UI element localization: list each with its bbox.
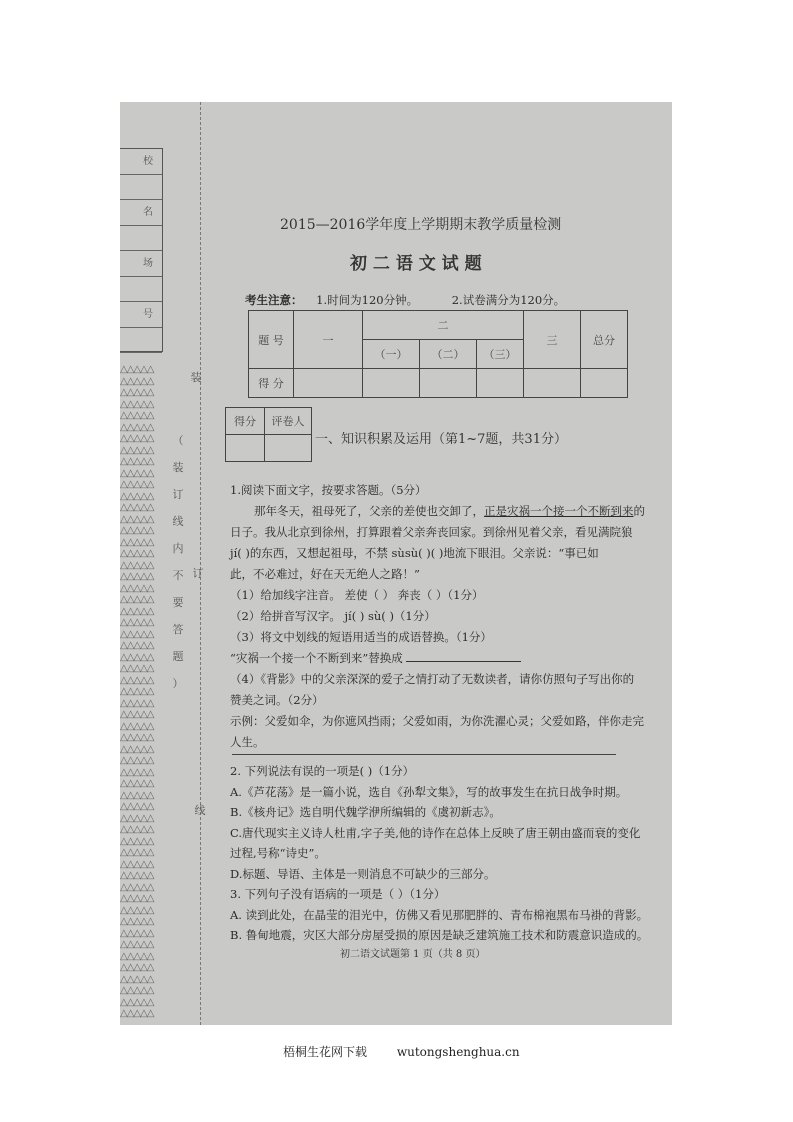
score-cell[interactable]: [294, 369, 363, 398]
notice-char: 不: [172, 569, 184, 582]
exam-subtitle: 2015—2016学年度上学期期末教学质量检测: [280, 217, 562, 233]
scanned-exam-page: [120, 102, 672, 1025]
sub-question: （4）《背影》中的父亲深深的爱子之情打动了无数读者，请你仿照句子写出你的: [230, 672, 635, 686]
triangle-row: △△△△△: [120, 686, 154, 697]
section-heading: 一、知识积累及运用（第1~7题，共31分）: [315, 432, 567, 447]
exam-room-label: 场: [120, 251, 162, 277]
binding-mark: 装: [190, 371, 202, 384]
q-stem: 3. 下列句子没有语病的一项是（ ）（1分）: [230, 887, 446, 901]
triangle-row: △△△△△: [120, 674, 154, 686]
text: 此，不必难过，好在天无绝人之路！”: [230, 567, 420, 581]
underlined-phrase: 正是灾祸一个接一个不断到来: [484, 504, 634, 518]
triangle-row: △△△△△: [120, 410, 154, 421]
triangle-row: △△△△△: [120, 789, 154, 801]
notice-score: 2.试卷满分为120分。: [451, 293, 566, 307]
triangle-row: △△△△△: [120, 375, 154, 387]
triangle-row: △△△△△: [120, 502, 154, 513]
download-footer: [283, 1043, 520, 1060]
cell: 二: [363, 311, 524, 340]
triangle-row: △△△△△: [120, 479, 154, 490]
grader-cell[interactable]: [265, 435, 312, 462]
school-label: 校: [120, 149, 162, 175]
grader-table: [225, 407, 312, 462]
triangle-row: △△△△△: [120, 847, 154, 858]
triangle-row: △△△△△: [120, 870, 154, 881]
text: 赞美之词。（2分）: [230, 693, 324, 707]
cell: （三）: [477, 340, 524, 369]
triangle-row: △△△△△: [120, 732, 154, 743]
triangle-row: △△△△△: [120, 697, 154, 709]
text: 日子。我从北京到徐州，打算跟着父亲奔丧回家。到徐州见着父亲，看见满院狼: [230, 525, 633, 539]
page-number: 初二语文试题第 1 页（共 8 页）: [340, 949, 486, 960]
cell: 评卷人: [265, 408, 312, 435]
triangle-row: △△△△△: [120, 881, 154, 893]
cell: 得分: [226, 408, 265, 435]
triangle-row: △△△△△: [120, 548, 154, 559]
q-stem: 2. 下列说法有误的一项是( )（1分）: [230, 764, 415, 778]
triangle-row: △△△△△: [120, 467, 154, 479]
cell: 一: [294, 311, 363, 369]
cell: 题 号: [249, 311, 294, 369]
triangle-row: △△△△△: [120, 571, 154, 582]
notice-char: 要: [172, 596, 184, 609]
score-cell[interactable]: [226, 435, 265, 462]
score-cell[interactable]: [581, 369, 628, 398]
triangle-row: △△△△△: [120, 421, 154, 433]
text: jí( )的东西，又想起祖母，不禁 sùsù( )( )地流下眼泪。父亲说：“事已如: [230, 546, 599, 560]
triangle-row: △△△△△: [120, 1008, 154, 1019]
triangle-row: △△△△△: [120, 456, 154, 467]
triangle-row: △△△△△: [120, 743, 154, 755]
triangle-row: △△△△△: [120, 513, 154, 525]
option: A.《芦花荡》是一篇小说，选自《孙犁文集》，写的故事发生在抗日战争时期。: [230, 784, 628, 799]
triangle-row: △△△△△: [120, 893, 154, 904]
answer-line[interactable]: [232, 754, 616, 755]
triangle-row: △△△△△: [120, 594, 154, 605]
triangle-row: △△△△△: [120, 812, 154, 824]
info-cell: [120, 277, 162, 303]
option: 过程,号称“诗史”。: [230, 846, 326, 860]
name-label: 名: [120, 200, 162, 226]
question-1: [230, 480, 645, 753]
score-cell[interactable]: [363, 369, 420, 398]
triangle-row: △△△△△: [120, 387, 154, 398]
notice-char: （: [172, 434, 184, 447]
exam-title: 初 二 语 文 试 题: [350, 254, 482, 274]
notice-char: 线: [172, 515, 184, 528]
notice-char: ）: [172, 677, 184, 690]
info-cell: [120, 226, 162, 252]
sub-question: （1）给加线字注音。 差使（ ） 奔丧（ ）（1分）: [230, 588, 484, 602]
triangle-row: △△△△△: [120, 490, 154, 502]
score-table: [248, 310, 628, 398]
cell: 三: [524, 311, 581, 369]
notice-char: 题: [172, 650, 184, 663]
score-cell[interactable]: [477, 369, 524, 398]
student-info-box: [120, 148, 163, 352]
option: B.《核舟记》选自明代魏学洢所编辑的《虞初新志》。: [230, 805, 501, 819]
triangle-row: △△△△△: [120, 398, 154, 410]
site-url[interactable]: wutongshenghua.cn: [396, 1045, 520, 1059]
triangle-row: △△△△△: [120, 582, 154, 594]
triangle-row: △△△△△: [120, 904, 154, 916]
triangle-row: △△△△△: [120, 778, 154, 789]
triangle-row: △△△△△: [120, 950, 154, 962]
answer-line[interactable]: [406, 651, 521, 662]
triangle-row: △△△△△: [120, 640, 154, 651]
triangle-row: △△△△△: [120, 858, 154, 870]
triangle-row: △△△△△: [120, 628, 154, 640]
sub-question: （2）给拼音写汉字。 jí( ) sù( )（1分）: [230, 609, 436, 623]
option: B. 鲁甸地震，灾区大部分房屋受损的原因是缺乏建筑施工技术和防震意识造成的。: [230, 928, 649, 942]
triangle-row: △△△△△: [120, 985, 154, 996]
text: “灾祸一个接一个不断到来”替换成: [230, 651, 403, 665]
binding-mark: 线: [194, 804, 206, 817]
question-2-3: [230, 761, 648, 946]
option: C.唐代现实主义诗人杜甫,字子美,他的诗作在总体上反映了唐王朝由盛而衰的变化: [230, 825, 641, 840]
info-cell: [120, 175, 162, 201]
q-stem: 1.阅读下面文字，按要求答题。（5分）: [230, 483, 427, 497]
option: A. 读到此处，在晶莹的泪光中，仿佛又看见那肥胖的、青布棉袍黑布马褂的背影。: [230, 907, 649, 922]
triangle-row: △△△△△: [120, 433, 154, 444]
text: 那年冬天，祖母死了，父亲的差使也交卸了，: [254, 504, 484, 518]
notice-time: 1.时间为120分钟。: [316, 293, 419, 307]
score-cell[interactable]: [524, 369, 581, 398]
triangle-row: △△△△△: [120, 766, 154, 778]
triangle-row: △△△△△: [120, 525, 154, 536]
notice-label: 考生注意：: [245, 293, 303, 307]
text: 的: [633, 504, 645, 518]
triangle-row: △△△△△: [120, 973, 154, 985]
triangle-row: △△△△△: [120, 559, 154, 571]
info-cell: [120, 328, 162, 354]
triangle-row: △△△△△: [120, 536, 154, 548]
site-name: 梧桐生花网下载: [283, 1045, 368, 1059]
triangle-row: △△△△△: [120, 916, 154, 927]
option: D.标题、导语、主体是一则消息不可缺少的三部分。: [230, 866, 496, 881]
triangle-pattern: [120, 364, 153, 1020]
triangle-row: △△△△△: [120, 617, 154, 628]
triangle-row: △△△△△: [120, 927, 154, 939]
notice-char: 内: [172, 542, 184, 555]
triangle-row: △△△△△: [120, 651, 154, 663]
cell: （一）: [363, 340, 420, 369]
sub-question: （3）将文中划线的短语用适当的成语替换。（1分）: [230, 630, 492, 644]
triangle-row: △△△△△: [120, 720, 154, 732]
cell: （二）: [420, 340, 477, 369]
triangle-row: △△△△△: [120, 835, 154, 847]
triangle-row: △△△△△: [120, 939, 154, 950]
notice-char: 答: [172, 623, 184, 636]
triangle-row: △△△△△: [120, 444, 154, 456]
binding-mark: 订: [192, 567, 204, 580]
cell: 得 分: [249, 369, 294, 398]
triangle-row: △△△△△: [120, 709, 154, 720]
triangle-row: △△△△△: [120, 364, 154, 375]
triangle-row: △△△△△: [120, 801, 154, 812]
score-cell[interactable]: [420, 369, 477, 398]
triangle-row: △△△△△: [120, 824, 154, 835]
triangle-row: △△△△△: [120, 755, 154, 766]
no-answer-notice: [172, 427, 184, 697]
example: 示例：父爱如伞，为你遮风挡雨；父爱如雨，为你洗濯心灵；父爱如路，伴你走完: [230, 714, 644, 728]
triangle-row: △△△△△: [120, 663, 154, 674]
cell: 总分: [581, 311, 628, 369]
example: 人生。: [230, 735, 265, 749]
triangle-row: △△△△△: [120, 605, 154, 617]
triangle-row: △△△△△: [120, 996, 154, 1008]
number-label: 号: [120, 302, 162, 328]
notice-char: 订: [172, 488, 184, 501]
triangle-row: △△△△△: [120, 962, 154, 973]
notice-char: 装: [172, 461, 184, 474]
